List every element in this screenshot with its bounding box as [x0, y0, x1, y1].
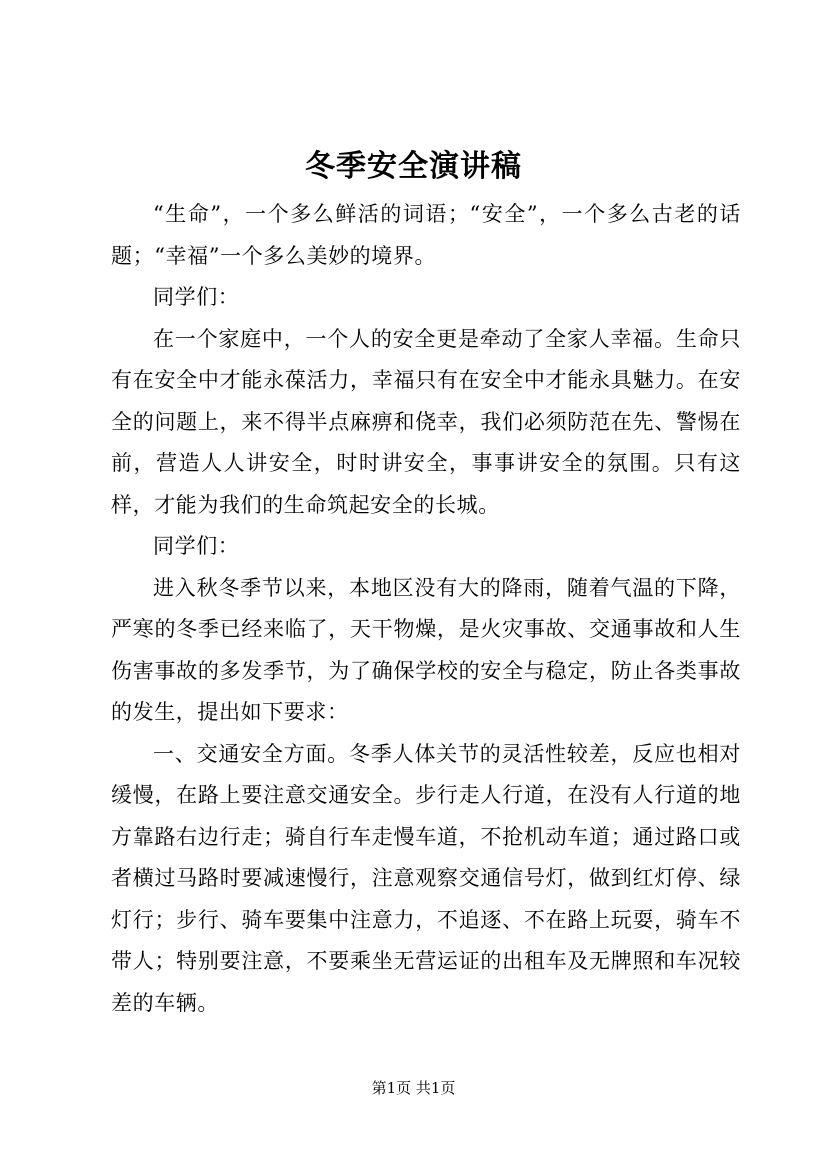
page-footer: 第1页 共1页: [371, 1079, 456, 1097]
document-title: 冬季安全演讲稿: [305, 149, 522, 184]
paragraph-family-safety: 在一个家庭中，一个人的安全更是牵动了全家人幸福。生命只有在安全中才能永葆活力，幸福只有在安全中才能永具魅力。在安全的问题上，来不得半点麻痹和侥幸，我们必须防范在先、警惕在前，营造人人讲安全，时时讲安全，事事讲安全的氛围。只有这样，才能为我们的生命筑起安全的长城。: [111, 326, 741, 517]
paragraph-intro: “生命”，一个多么鲜活的词语；“安全”，一个多么古老的话题；“幸福”一个多么美妙的境界。: [111, 202, 741, 268]
paragraph-greeting: 同学们：: [153, 285, 240, 309]
paragraph-traffic-safety: 一、交通安全方面。冬季人体关节的灵活性较差，反应也相对缓慢，在路上要注意交通安全。步行走人行道，在没有人行道的地方靠路右边行走；骑自行车走慢车道，不抢机动车道；通过路口或者横过马路时要减速慢行，注意观察交通信号灯，做到红灯停、绿灯行；步行、骑车要集中注意力，不追逐、不在路上玩耍，骑车不带人；特别要注意，不要乘坐无营运证的出租车及无牌照和车况较差的车辆。: [111, 741, 741, 1015]
paragraph-winter-season: 进入秋冬季节以来，本地区没有大的降雨，随着气温的下降，严寒的冬季已经来临了，天干物燥，是火灾事故、交通事故和人生伤害事故的多发季节，为了确保学校的安全与稳定，防止各类事故的发生，提出如下要求：: [111, 575, 741, 724]
paragraph-greeting: 同学们：: [153, 534, 240, 558]
document-body: [111, 194, 741, 1024]
